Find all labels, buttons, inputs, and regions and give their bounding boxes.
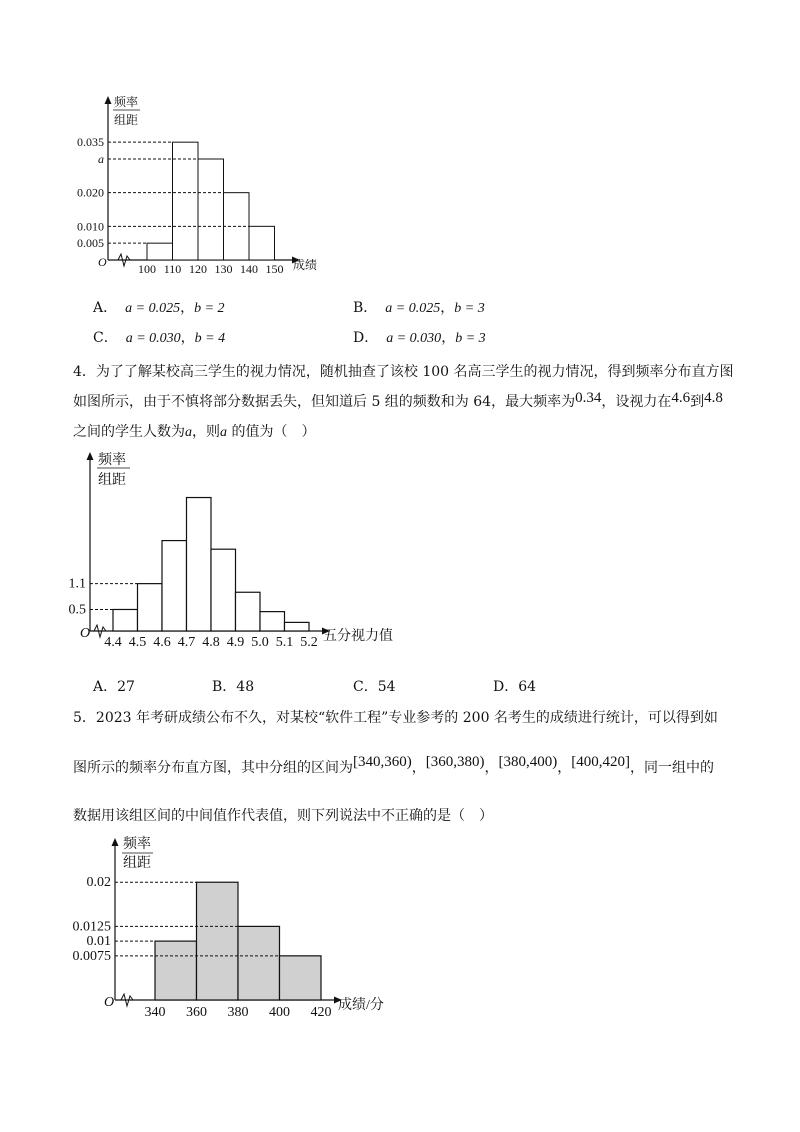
q3-ylabel-bottom: 组距 xyxy=(114,113,139,127)
q5-sep-2: ， xyxy=(484,760,499,776)
q3-option-b-b: b = 3 xyxy=(454,301,485,316)
q4-option-a[interactable] xyxy=(93,676,135,696)
q4-option-c-value: 54 xyxy=(377,679,396,695)
q5-interval-3: [380,400) xyxy=(498,754,558,770)
q4-xlabel: 五分视力值 xyxy=(323,629,393,644)
q5-bar-4 xyxy=(280,956,322,1000)
q4-stem-line1: 4．为了了解某校高三学生的视力情况，随机抽查了该校 100 名高三学生的视力情况，得到频率分布直方图 xyxy=(73,364,734,380)
q4-ytick-label-2: 0.5 xyxy=(68,602,86,618)
q4-histogram xyxy=(60,446,440,651)
q4-ylabel-top: 频率 xyxy=(98,453,126,468)
q3-xtick-label-6: 150 xyxy=(265,262,284,276)
q5-interval-4: [400,420] xyxy=(571,754,630,770)
q4-xtick-label-5: 4.8 xyxy=(202,635,220,650)
q4-bar-4 xyxy=(187,498,212,631)
q4-vision-low: 4.6 xyxy=(671,390,691,406)
q5-interval-2: [360,380) xyxy=(425,754,485,770)
q5-histogram xyxy=(60,832,420,1022)
q3-option-c[interactable] xyxy=(93,327,225,347)
q4-option-c[interactable] xyxy=(353,676,396,696)
q3-option-b[interactable] xyxy=(353,297,485,317)
q5-ylabel-bottom: 组距 xyxy=(123,856,151,871)
q4-ytick-label-1: 1.1 xyxy=(68,576,86,592)
q4-origin-label: O xyxy=(80,626,91,641)
q3-option-b-comma: ， xyxy=(440,300,455,316)
q4-stem-line2 xyxy=(73,392,723,412)
q3-origin-label: O xyxy=(98,255,107,269)
q4-line2-text-e: 到 xyxy=(690,394,705,410)
q3-option-b-a: a = 0.025 xyxy=(385,301,441,316)
q3-xtick-label-2: 110 xyxy=(163,262,182,276)
q5-xtick-label-5: 420 xyxy=(310,1005,332,1020)
q4-option-a-value: 27 xyxy=(117,679,135,695)
q3-option-d-comma: ， xyxy=(441,330,456,346)
q4-bar-5 xyxy=(211,549,236,631)
q5-line2-text-a: 图所示的频率分布直方图，其中分组的区间为 xyxy=(73,760,353,776)
q5-stem-line1: 5．2023 年考研成绩公布不久，对某校“软件工程”专业参考的 200 名考生的成绩进行统计，可以得到如 xyxy=(73,710,718,726)
q3-option-c-letter: C． xyxy=(93,330,118,346)
q3-option-a-letter: A． xyxy=(93,300,118,316)
q5-ytick-label-1: 0.02 xyxy=(86,875,111,891)
q5-bar-2 xyxy=(197,882,239,1000)
q5-ytick-label-3: 0.01 xyxy=(86,934,111,950)
q3-ytick-label-2: a xyxy=(98,152,104,166)
q4-xtick-label-7: 5.0 xyxy=(251,635,269,650)
q4-xtick-label-6: 4.9 xyxy=(226,635,245,650)
q3-ytick-label-4: 0.010 xyxy=(77,219,104,234)
q5-bar-1 xyxy=(155,941,197,1000)
q3-option-a-a: a = 0.025 xyxy=(125,301,181,316)
q4-bar-2 xyxy=(138,584,163,631)
q3-option-c-b: b = 4 xyxy=(194,331,226,346)
q3-option-c-a: a = 0.030 xyxy=(125,331,181,346)
q4-line3-text-c: ，则 xyxy=(192,424,220,440)
q3-xtick-label-4: 130 xyxy=(214,262,233,276)
q4-plot-area xyxy=(69,498,318,650)
q5-xtick-label-2: 360 xyxy=(186,1005,207,1020)
q5-ytick-label-2: 0.0125 xyxy=(72,919,111,935)
q5-sep-1: ， xyxy=(411,760,426,776)
q5-bar-3 xyxy=(238,926,280,1000)
q3-bar-2 xyxy=(173,142,199,260)
q4-option-b[interactable] xyxy=(212,676,254,696)
q4-bar-3 xyxy=(162,541,187,631)
q5-xtick-label-3: 380 xyxy=(227,1005,249,1020)
q3-ytick-label-5: 0.005 xyxy=(77,236,104,251)
q3-bar-1 xyxy=(147,243,173,260)
q5-xtick-label-1: 340 xyxy=(144,1005,166,1020)
q5-ylabel-top: 频率 xyxy=(123,837,151,852)
q3-option-b-letter: B． xyxy=(353,300,378,316)
q3-ytick-label-1: 0.035 xyxy=(77,135,104,150)
q4-option-c-letter: C． xyxy=(353,679,378,695)
q3-xtick-label-1: 100 xyxy=(138,262,156,276)
q4-option-d[interactable] xyxy=(493,676,536,696)
q3-xlabel: 成绩 xyxy=(293,258,318,272)
q4-line3-var-a2: a xyxy=(220,425,227,440)
q4-bar-7 xyxy=(260,612,285,631)
q4-line3-text-e: 的值为（ ） xyxy=(227,424,316,440)
q3-histogram xyxy=(60,88,340,278)
q3-option-d-a: a = 0.030 xyxy=(386,331,442,346)
q3-option-a-comma: ， xyxy=(180,300,195,316)
q5-origin-label: O xyxy=(104,995,115,1010)
q3-xtick-label-5: 140 xyxy=(240,262,258,276)
q3-option-a[interactable] xyxy=(93,297,225,317)
q3-option-a-b: b = 2 xyxy=(194,301,225,316)
q4-option-d-letter: D． xyxy=(493,679,519,695)
q5-ytick-label-4: 0.0075 xyxy=(72,948,111,964)
q4-option-d-value: 64 xyxy=(518,679,537,695)
q3-option-d-b: b = 3 xyxy=(455,331,486,346)
q4-xtick-label-2: 4.5 xyxy=(128,635,147,650)
q5-y-arrow xyxy=(112,838,119,846)
q3-option-c-comma: ， xyxy=(180,330,195,346)
q4-option-a-letter: A． xyxy=(93,679,118,695)
q4-xtick-label-1: 4.4 xyxy=(104,635,122,650)
q3-bar-3 xyxy=(198,159,224,260)
q4-xtick-label-9: 5.2 xyxy=(300,635,318,650)
q4-stem-line3 xyxy=(73,422,315,443)
q4-bar-8 xyxy=(285,622,310,631)
q4-option-b-value: 48 xyxy=(236,679,255,695)
q4-xtick-label-8: 5.1 xyxy=(275,635,294,650)
q4-vision-high: 4.8 xyxy=(704,390,723,406)
q4-line3-var-a: a xyxy=(185,425,192,440)
q5-stem-line3: 数据用该组区间的中间值作代表值，则下列说法中不正确的是（ ） xyxy=(73,808,493,824)
q3-bar-5 xyxy=(249,226,275,260)
q3-xtick-label-3: 120 xyxy=(189,262,207,276)
q4-y-arrow xyxy=(87,452,94,460)
q4-max-frequency: 0.34 xyxy=(575,390,602,406)
q3-option-d[interactable] xyxy=(353,327,486,347)
q5-xtick-label-4: 400 xyxy=(269,1005,290,1020)
q5-stem-line2 xyxy=(73,754,714,778)
q4-line2-text-a: 如图所示，由于不慎将部分数据丢失，但知道后 5 组的频数和为 64，最大频率为 xyxy=(73,394,576,410)
q4-line3-text-a: 之间的学生人数为 xyxy=(73,424,185,440)
q5-line2-end: ，同一组中的 xyxy=(630,760,714,776)
q4-line2-text-c: ，设视力在 xyxy=(601,394,672,410)
q3-ytick-label-3: 0.020 xyxy=(77,185,104,200)
q4-ylabel-bottom: 组距 xyxy=(98,473,126,488)
q4-bar-1 xyxy=(113,609,138,631)
q4-xtick-label-4: 4.7 xyxy=(177,635,196,650)
q5-interval-1: [340,360) xyxy=(353,754,412,770)
q5-sep-3: ， xyxy=(557,760,572,776)
q4-bar-6 xyxy=(236,592,261,631)
q5-xlabel: 成绩/分 xyxy=(338,998,384,1013)
q4-option-b-letter: B． xyxy=(212,679,237,695)
q4-xtick-label-3: 4.6 xyxy=(153,635,171,650)
q3-ylabel-top: 频率 xyxy=(114,95,139,109)
q3-option-d-letter: D． xyxy=(353,330,379,346)
q3-y-arrow xyxy=(105,96,112,104)
